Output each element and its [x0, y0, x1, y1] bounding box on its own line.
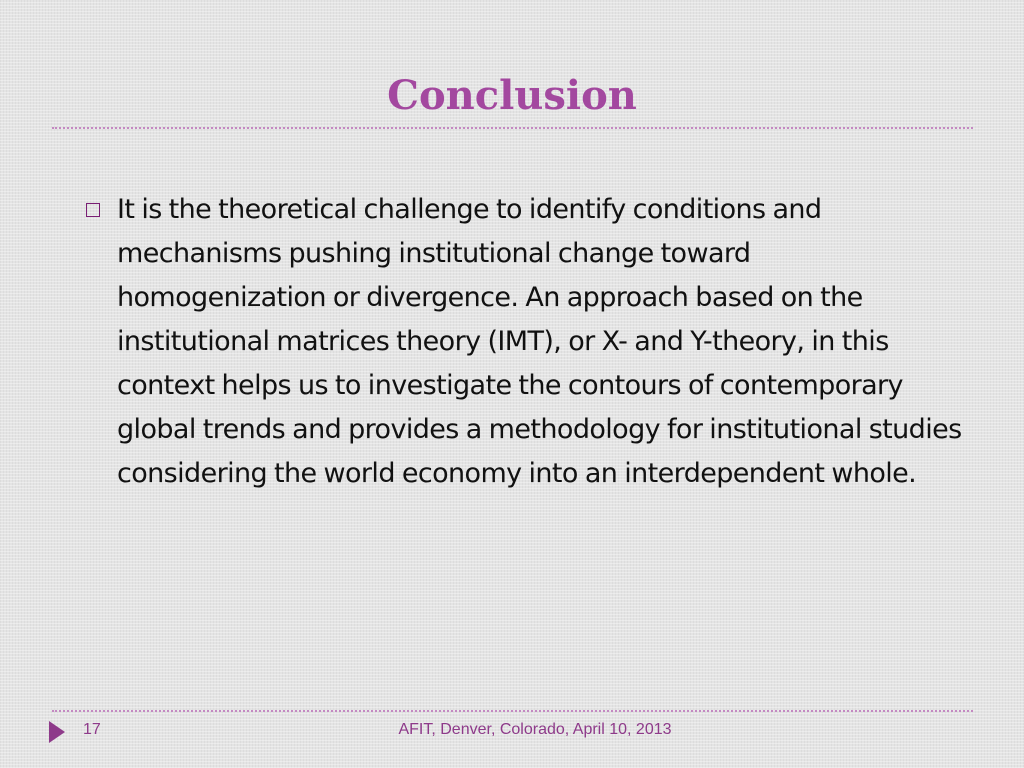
- footer-text: AFIT, Denver, Colorado, April 10, 2013: [398, 721, 672, 738]
- title-divider: [52, 127, 973, 129]
- slide-content: [86, 188, 966, 496]
- footer-divider: [52, 710, 973, 712]
- bullet-text: It is the theoretical challenge to identify conditions and mechanisms pushing institutional change toward homogenization or divergence. An approach based on the institutional matrices theory (IMT), or X- and Y-theory, in this context helps us to investigate the contours of contemporary global trends and provides a methodology for institutional studies considering the world economy into an interdependent whole.: [117, 194, 962, 489]
- bullet-item: [86, 188, 966, 496]
- slide-number: 17: [83, 721, 101, 738]
- slide-title: Conclusion: [387, 72, 637, 119]
- square-bullet-icon: [86, 203, 100, 217]
